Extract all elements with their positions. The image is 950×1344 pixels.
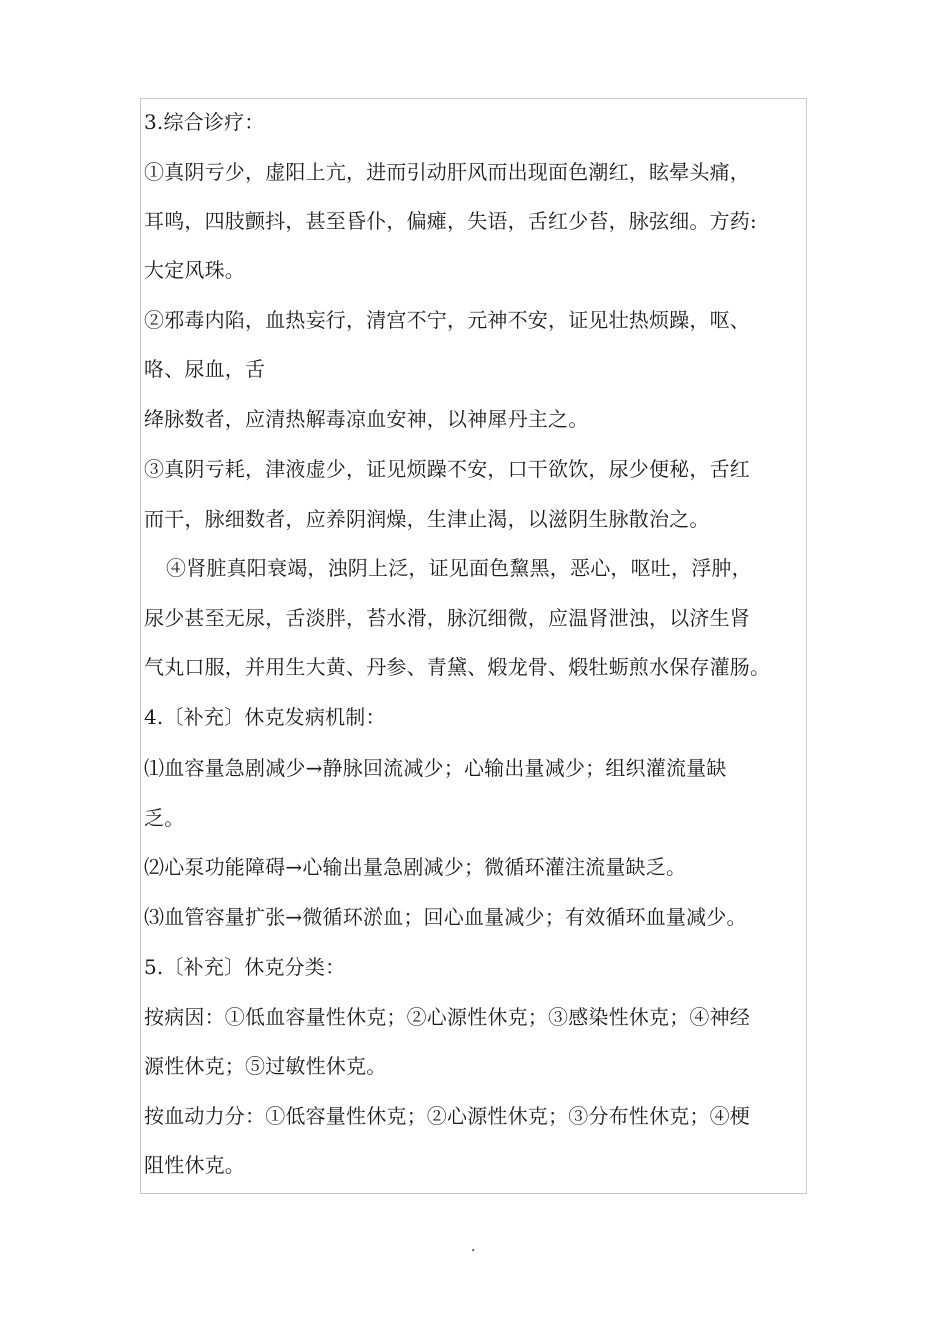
section-heading-5: 5.〔补充〕休克分类： (144, 955, 346, 979)
text-line: ④肾脏真阳衰竭，浊阴上泛，证见面色黧黑，恶心，呕吐，浮肿， (166, 556, 752, 580)
text-line: ⑵心泵功能障碍→心输出量急剧减少；微循环灌注流量缺乏。 (144, 855, 687, 879)
text-line: 耳鸣，四肢颤抖，甚至昏仆，偏瘫，失语，舌红少苔，脉弦细。方药: (144, 209, 757, 233)
section-heading-3: 3.综合诊疗： (144, 110, 265, 134)
text-line: 咯、尿血，舌 (144, 357, 266, 381)
section-heading-4: 4.〔补充〕休克发病机制： (144, 705, 386, 729)
text-line: ③真阴亏耗，津液虚少，证见烦躁不安，口干欲饮，尿少便秘，舌红 (144, 457, 750, 481)
text-line: ⑴血容量急剧减少→静脉回流减少；心输出量减少；组织灌流量缺 (144, 756, 727, 780)
text-line: ②邪毒内陷，血热妄行，清宫不宁，元神不安，证见壮热烦躁，呕、 (144, 308, 750, 332)
text-line: 按血动力分：①低容量性休克；②心源性休克；③分布性休克；④梗 (144, 1104, 750, 1128)
text-line: 源性休克；⑤过敏性休克。 (144, 1054, 387, 1078)
text-line: 大定风珠。 (144, 258, 245, 282)
text-line: 阻性休克。 (144, 1153, 245, 1177)
text-line: 尿少甚至无尿，舌淡胖，苔水滑，脉沉细微，应温肾泄浊，以济生肾 (144, 606, 750, 630)
text-line: ①真阴亏少，虚阳上亢，进而引动肝风而出现面色潮红，眩晕头痛， (144, 160, 750, 184)
text-line: 绛脉数者，应清热解毒凉血安神，以神犀丹主之。 (144, 407, 589, 431)
text-line: ⑶血管容量扩张→微循环淤血；回心血量减少；有效循环血量减少。 (144, 905, 747, 929)
page-footer-mark: . (471, 1239, 476, 1255)
text-line: 而干，脉细数者，应养阴润燥，生津止渴，以滋阴生脉散治之。 (144, 507, 710, 531)
text-line: 乏。 (144, 806, 185, 830)
text-line: 气丸口服，并用生大黄、丹参、青黛、煅龙骨、煅牡蛎煎水保存灌肠。 (144, 655, 771, 679)
text-line: 按病因：①低血容量性休克；②心源性休克；③感染性休克；④神经 (144, 1005, 750, 1029)
